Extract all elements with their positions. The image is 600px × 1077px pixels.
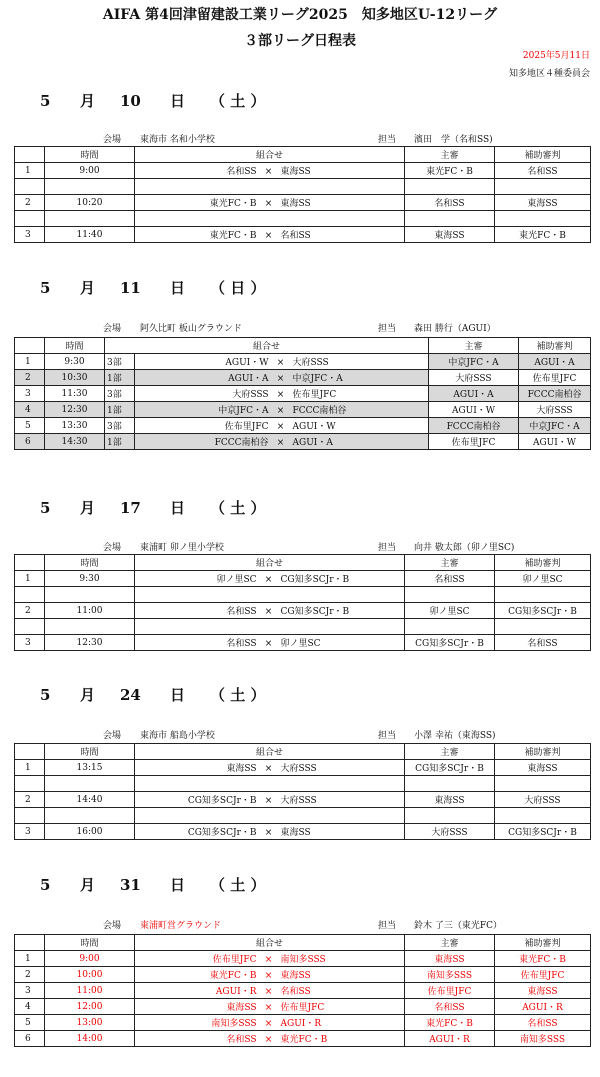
weekday: （ 土 ） — [210, 876, 266, 894]
vs-mark: × — [264, 828, 273, 838]
match-no: 6 — [15, 1031, 45, 1047]
assistant-referee: 佐布里JFC — [519, 370, 591, 386]
assistant-referee: 大府SSS — [495, 792, 591, 808]
day-heading — [40, 874, 265, 895]
table-row — [15, 635, 591, 651]
header-no — [15, 147, 45, 163]
match-no: 2 — [15, 792, 45, 808]
away-team: 大府SSS — [292, 358, 329, 368]
referee: 大府SSS — [429, 370, 519, 386]
match-pairing — [135, 603, 405, 619]
table-header — [15, 338, 591, 354]
table-header — [15, 744, 591, 760]
assistant-referee: 中京JFC・A — [519, 418, 591, 434]
vs-mark: × — [264, 167, 273, 177]
match-time: 11:30 — [45, 386, 105, 402]
table-row — [15, 571, 591, 587]
header-assistant: 補助審判 — [495, 147, 591, 163]
match-time: 11:00 — [45, 983, 135, 999]
assistant-referee: 東海SS — [495, 983, 591, 999]
spacer-row — [15, 587, 591, 603]
assistant-referee: FCCC南柏谷 — [519, 386, 591, 402]
day: 31 — [120, 876, 141, 894]
match-pairing — [135, 951, 405, 967]
vs-mark: × — [264, 1035, 273, 1045]
schedule-table — [14, 554, 591, 651]
away-team: 名和SS — [280, 231, 311, 241]
header-no — [15, 338, 45, 354]
table-header — [15, 935, 591, 951]
month-unit: 月 — [80, 686, 96, 704]
manager-name: 小澤 幸祐（東海SS) — [414, 731, 496, 741]
venue-name: 東浦町営グラウンド — [140, 921, 222, 931]
match-no: 3 — [15, 635, 45, 651]
header-time: 時間 — [45, 147, 135, 163]
match-pairing — [135, 354, 429, 370]
header-match: 組合せ — [135, 935, 405, 951]
schedule-table — [14, 743, 591, 840]
home-team: 東海SS — [226, 764, 257, 774]
home-team: CG知多SCJr・B — [187, 828, 257, 838]
spacer-row — [15, 619, 591, 635]
header-match: 組合せ — [135, 147, 405, 163]
match-pairing — [135, 370, 429, 386]
table-row — [15, 354, 591, 370]
assistant-referee: 名和SS — [495, 635, 591, 651]
assistant-referee: CG知多SCJr・B — [495, 603, 591, 619]
table-row — [15, 760, 591, 776]
venue-label: 会場 — [103, 543, 122, 553]
assistant-referee: 東光FC・B — [495, 951, 591, 967]
referee: 東光FC・B — [405, 1015, 495, 1031]
day-unit: 日 — [170, 92, 186, 110]
away-team: 南知多SSS — [280, 955, 326, 965]
table-row — [15, 999, 591, 1015]
match-time: 9:00 — [45, 163, 135, 179]
match-time: 12:30 — [45, 635, 135, 651]
match-no: 1 — [15, 571, 45, 587]
match-no: 2 — [15, 370, 45, 386]
away-team: CG知多SCJr・B — [280, 575, 350, 585]
assistant-referee: CG知多SCJr・B — [495, 824, 591, 840]
match-pairing — [135, 195, 405, 211]
assistant-referee: 佐布里JFC — [495, 967, 591, 983]
match-time: 14:30 — [45, 434, 105, 450]
month: 5 — [40, 499, 51, 517]
assistant-referee: 東海SS — [495, 195, 591, 211]
header-referee: 主審 — [405, 147, 495, 163]
weekday: （ 土 ） — [210, 92, 266, 110]
spacer-row — [15, 808, 591, 824]
table-row — [15, 603, 591, 619]
header-no — [15, 555, 45, 571]
day-heading — [40, 90, 265, 111]
committee-name: 知多地区４種委員会 — [508, 69, 590, 79]
day-heading — [40, 497, 265, 518]
manager-label: 担当 — [378, 324, 397, 334]
manager-label: 担当 — [378, 543, 397, 553]
match-time: 10:20 — [45, 195, 135, 211]
header-referee: 主審 — [405, 935, 495, 951]
referee: 東光FC・B — [405, 163, 495, 179]
table-header — [15, 147, 591, 163]
table-row — [15, 227, 591, 243]
header-match: 組合せ — [135, 555, 405, 571]
match-pairing — [135, 163, 405, 179]
vs-mark: × — [276, 438, 285, 448]
home-team: 東光FC・B — [209, 199, 257, 209]
vs-mark: × — [264, 764, 273, 774]
match-no: 2 — [15, 967, 45, 983]
match-time: 10:00 — [45, 967, 135, 983]
header-assistant: 補助審判 — [495, 744, 591, 760]
day: 11 — [120, 279, 141, 297]
vs-mark: × — [276, 390, 285, 400]
away-team: 中京JFC・A — [292, 374, 343, 384]
table-row — [15, 951, 591, 967]
manager-name: 濱田 学（名和SS) — [414, 135, 493, 145]
month: 5 — [40, 92, 51, 110]
vs-mark: × — [276, 422, 285, 432]
division: 1部 — [105, 370, 135, 386]
table-row — [15, 983, 591, 999]
referee: AGUI・A — [429, 386, 519, 402]
venue-name: 東海市 名和小学校 — [140, 135, 215, 145]
home-team: 中京JFC・A — [218, 406, 269, 416]
referee: AGUI・R — [405, 1031, 495, 1047]
match-pairing — [135, 999, 405, 1015]
home-team: 東海SS — [226, 1003, 257, 1013]
spacer-row — [15, 179, 591, 195]
home-team: 佐布里JFC — [224, 422, 269, 432]
table-row — [15, 402, 591, 418]
match-time: 16:00 — [45, 824, 135, 840]
month: 5 — [40, 686, 51, 704]
table-row — [15, 418, 591, 434]
manager-name: 向井 敬太郎（卯ノ里SC) — [414, 543, 515, 553]
match-time: 12:30 — [45, 402, 105, 418]
header-assistant: 補助審判 — [495, 935, 591, 951]
manager-label: 担当 — [378, 921, 397, 931]
home-team: AGUI・W — [225, 358, 269, 368]
document-subtitle: ３部リーグ日程表 — [244, 33, 356, 49]
day-unit: 日 — [170, 876, 186, 894]
referee: 東海SS — [405, 951, 495, 967]
assistant-referee: AGUI・R — [495, 999, 591, 1015]
manager-name: 鈴木 了三（東光FC） — [414, 921, 502, 931]
home-team: 名和SS — [226, 607, 257, 617]
referee: 大府SSS — [405, 824, 495, 840]
match-no: 3 — [15, 386, 45, 402]
referee: 名和SS — [405, 195, 495, 211]
header-no — [15, 935, 45, 951]
referee: AGUI・W — [429, 402, 519, 418]
vs-mark: × — [264, 1019, 273, 1029]
month-unit: 月 — [80, 279, 96, 297]
home-team: AGUI・A — [228, 374, 269, 384]
division: 3部 — [105, 386, 135, 402]
day-unit: 日 — [170, 279, 186, 297]
match-time: 14:00 — [45, 1031, 135, 1047]
referee: 佐布里JFC — [405, 983, 495, 999]
match-pairing — [135, 635, 405, 651]
home-team: 佐布里JFC — [212, 955, 257, 965]
away-team: 大府SSS — [280, 764, 317, 774]
match-no: 3 — [15, 983, 45, 999]
assistant-referee: 東海SS — [495, 760, 591, 776]
assistant-referee: AGUI・W — [519, 434, 591, 450]
month-unit: 月 — [80, 876, 96, 894]
header-referee: 主審 — [405, 744, 495, 760]
schedule-table — [14, 337, 591, 450]
away-team: 東海SS — [280, 971, 311, 981]
header-referee: 主審 — [429, 338, 519, 354]
table-row — [15, 824, 591, 840]
home-team: AGUI・R — [215, 987, 257, 997]
home-team: CG知多SCJr・B — [187, 796, 257, 806]
assistant-referee: AGUI・A — [519, 354, 591, 370]
day: 10 — [120, 92, 141, 110]
division: 1部 — [105, 434, 135, 450]
referee: 卯ノ里SC — [405, 603, 495, 619]
table-row — [15, 163, 591, 179]
vs-mark: × — [264, 199, 273, 209]
weekday: （ 土 ） — [210, 499, 266, 517]
schedule-table — [14, 146, 591, 243]
header-match: 組合せ — [105, 338, 429, 354]
header-time: 時間 — [45, 338, 105, 354]
away-team: 佐布里JFC — [292, 390, 337, 400]
day-unit: 日 — [170, 499, 186, 517]
venue-name: 東海市 船島小学校 — [140, 731, 215, 741]
assistant-referee: 大府SSS — [519, 402, 591, 418]
venue-label: 会場 — [103, 731, 122, 741]
home-team: FCCC南柏谷 — [214, 438, 269, 448]
home-team: 名和SS — [226, 1035, 257, 1045]
assistant-referee: 名和SS — [495, 163, 591, 179]
match-pairing — [135, 571, 405, 587]
match-no: 6 — [15, 434, 45, 450]
match-pairing — [135, 967, 405, 983]
assistant-referee: 南知多SSS — [495, 1031, 591, 1047]
header-referee: 主審 — [405, 555, 495, 571]
vs-mark: × — [264, 971, 273, 981]
match-no: 4 — [15, 999, 45, 1015]
away-team: FCCC南柏谷 — [292, 406, 347, 416]
match-time: 13:15 — [45, 760, 135, 776]
referee: 名和SS — [405, 999, 495, 1015]
manager-name: 森田 勝行（AGUI） — [414, 324, 496, 334]
match-no: 5 — [15, 418, 45, 434]
vs-mark: × — [264, 607, 273, 617]
assistant-referee: 名和SS — [495, 1015, 591, 1031]
table-row — [15, 1015, 591, 1031]
month: 5 — [40, 876, 51, 894]
match-no: 3 — [15, 824, 45, 840]
match-no: 5 — [15, 1015, 45, 1031]
manager-label: 担当 — [378, 135, 397, 145]
away-team: AGUI・W — [292, 422, 336, 432]
match-pairing — [135, 386, 429, 402]
venue-label: 会場 — [103, 324, 122, 334]
referee: CG知多SCJr・B — [405, 760, 495, 776]
venue-name: 阿久比町 板山グラウンド — [140, 324, 242, 334]
vs-mark: × — [276, 374, 285, 384]
away-team: 大府SSS — [280, 796, 317, 806]
match-time: 13:00 — [45, 1015, 135, 1031]
vs-mark: × — [276, 358, 285, 368]
home-team: 大府SSS — [232, 390, 269, 400]
match-time: 14:40 — [45, 792, 135, 808]
table-header — [15, 555, 591, 571]
match-no: 4 — [15, 402, 45, 418]
issue-date: 2025年5月11日 — [522, 51, 590, 61]
match-pairing — [135, 824, 405, 840]
referee: 名和SS — [405, 571, 495, 587]
day-unit: 日 — [170, 686, 186, 704]
venue-label: 会場 — [103, 135, 122, 145]
venue-label: 会場 — [103, 921, 122, 931]
division: 3部 — [105, 354, 135, 370]
match-time: 9:30 — [45, 354, 105, 370]
vs-mark: × — [264, 575, 273, 585]
away-team: 名和SS — [280, 987, 311, 997]
venue-name: 東浦町 卯ノ里小学校 — [140, 543, 224, 553]
home-team: 名和SS — [226, 639, 257, 649]
day-heading — [40, 684, 265, 705]
referee: CG知多SCJr・B — [405, 635, 495, 651]
day-heading — [40, 277, 265, 298]
header-time: 時間 — [45, 555, 135, 571]
home-team: 南知多SSS — [211, 1019, 257, 1029]
match-pairing — [135, 418, 429, 434]
table-row — [15, 1031, 591, 1047]
match-pairing — [135, 1031, 405, 1047]
away-team: 東海SS — [280, 828, 311, 838]
month: 5 — [40, 279, 51, 297]
away-team: 東光FC・B — [280, 1035, 328, 1045]
match-pairing — [135, 983, 405, 999]
vs-mark: × — [264, 955, 273, 965]
spacer-row — [15, 211, 591, 227]
table-row — [15, 195, 591, 211]
match-pairing — [135, 227, 405, 243]
away-team: 佐布里JFC — [280, 1003, 325, 1013]
away-team: 卯ノ里SC — [280, 639, 321, 649]
schedule-table — [14, 934, 591, 1047]
referee: 東海SS — [405, 227, 495, 243]
referee: FCCC南柏谷 — [429, 418, 519, 434]
month-unit: 月 — [80, 499, 96, 517]
match-pairing — [135, 434, 429, 450]
header-no — [15, 744, 45, 760]
referee: 中京JFC・A — [429, 354, 519, 370]
vs-mark: × — [264, 796, 273, 806]
away-team: AGUI・R — [280, 1019, 322, 1029]
header-time: 時間 — [45, 935, 135, 951]
referee: 南知多SSS — [405, 967, 495, 983]
assistant-referee: 卯ノ里SC — [495, 571, 591, 587]
match-no: 1 — [15, 951, 45, 967]
division: 3部 — [105, 418, 135, 434]
table-row — [15, 386, 591, 402]
referee: 東海SS — [405, 792, 495, 808]
home-team: 卯ノ里SC — [216, 575, 257, 585]
match-pairing — [135, 760, 405, 776]
header-time: 時間 — [45, 744, 135, 760]
home-team: 東光FC・B — [209, 971, 257, 981]
table-row — [15, 967, 591, 983]
vs-mark: × — [264, 1003, 273, 1013]
match-no: 2 — [15, 603, 45, 619]
away-team: 東海SS — [280, 167, 311, 177]
match-no: 1 — [15, 354, 45, 370]
table-row — [15, 370, 591, 386]
match-time: 9:30 — [45, 571, 135, 587]
assistant-referee: 東光FC・B — [495, 227, 591, 243]
day: 17 — [120, 499, 141, 517]
home-team: 東光FC・B — [209, 231, 257, 241]
match-no: 3 — [15, 227, 45, 243]
header-match: 組合せ — [135, 744, 405, 760]
day: 24 — [120, 686, 141, 704]
match-time: 9:00 — [45, 951, 135, 967]
referee: 佐布里JFC — [429, 434, 519, 450]
home-team: 名和SS — [226, 167, 257, 177]
match-time: 11:40 — [45, 227, 135, 243]
vs-mark: × — [264, 987, 273, 997]
vs-mark: × — [276, 406, 285, 416]
vs-mark: × — [264, 231, 273, 241]
table-row — [15, 434, 591, 450]
month-unit: 月 — [80, 92, 96, 110]
table-row — [15, 792, 591, 808]
document-title: AIFA 第4回津留建設工業リーグ2025 知多地区U-12リーグ — [102, 7, 498, 23]
match-no: 1 — [15, 760, 45, 776]
match-time: 13:30 — [45, 418, 105, 434]
match-pairing — [135, 1015, 405, 1031]
header-assistant: 補助審判 — [495, 555, 591, 571]
match-no: 1 — [15, 163, 45, 179]
away-team: 東海SS — [280, 199, 311, 209]
weekday: （ 土 ） — [210, 686, 266, 704]
spacer-row — [15, 776, 591, 792]
match-time: 12:00 — [45, 999, 135, 1015]
away-team: CG知多SCJr・B — [280, 607, 350, 617]
away-team: AGUI・A — [292, 438, 333, 448]
match-time: 11:00 — [45, 603, 135, 619]
weekday: （ 日 ） — [210, 279, 266, 297]
manager-label: 担当 — [378, 731, 397, 741]
match-pairing — [135, 792, 405, 808]
match-no: 2 — [15, 195, 45, 211]
vs-mark: × — [264, 639, 273, 649]
division: 1部 — [105, 402, 135, 418]
match-time: 10:30 — [45, 370, 105, 386]
header-assistant: 補助審判 — [519, 338, 591, 354]
match-pairing — [135, 402, 429, 418]
